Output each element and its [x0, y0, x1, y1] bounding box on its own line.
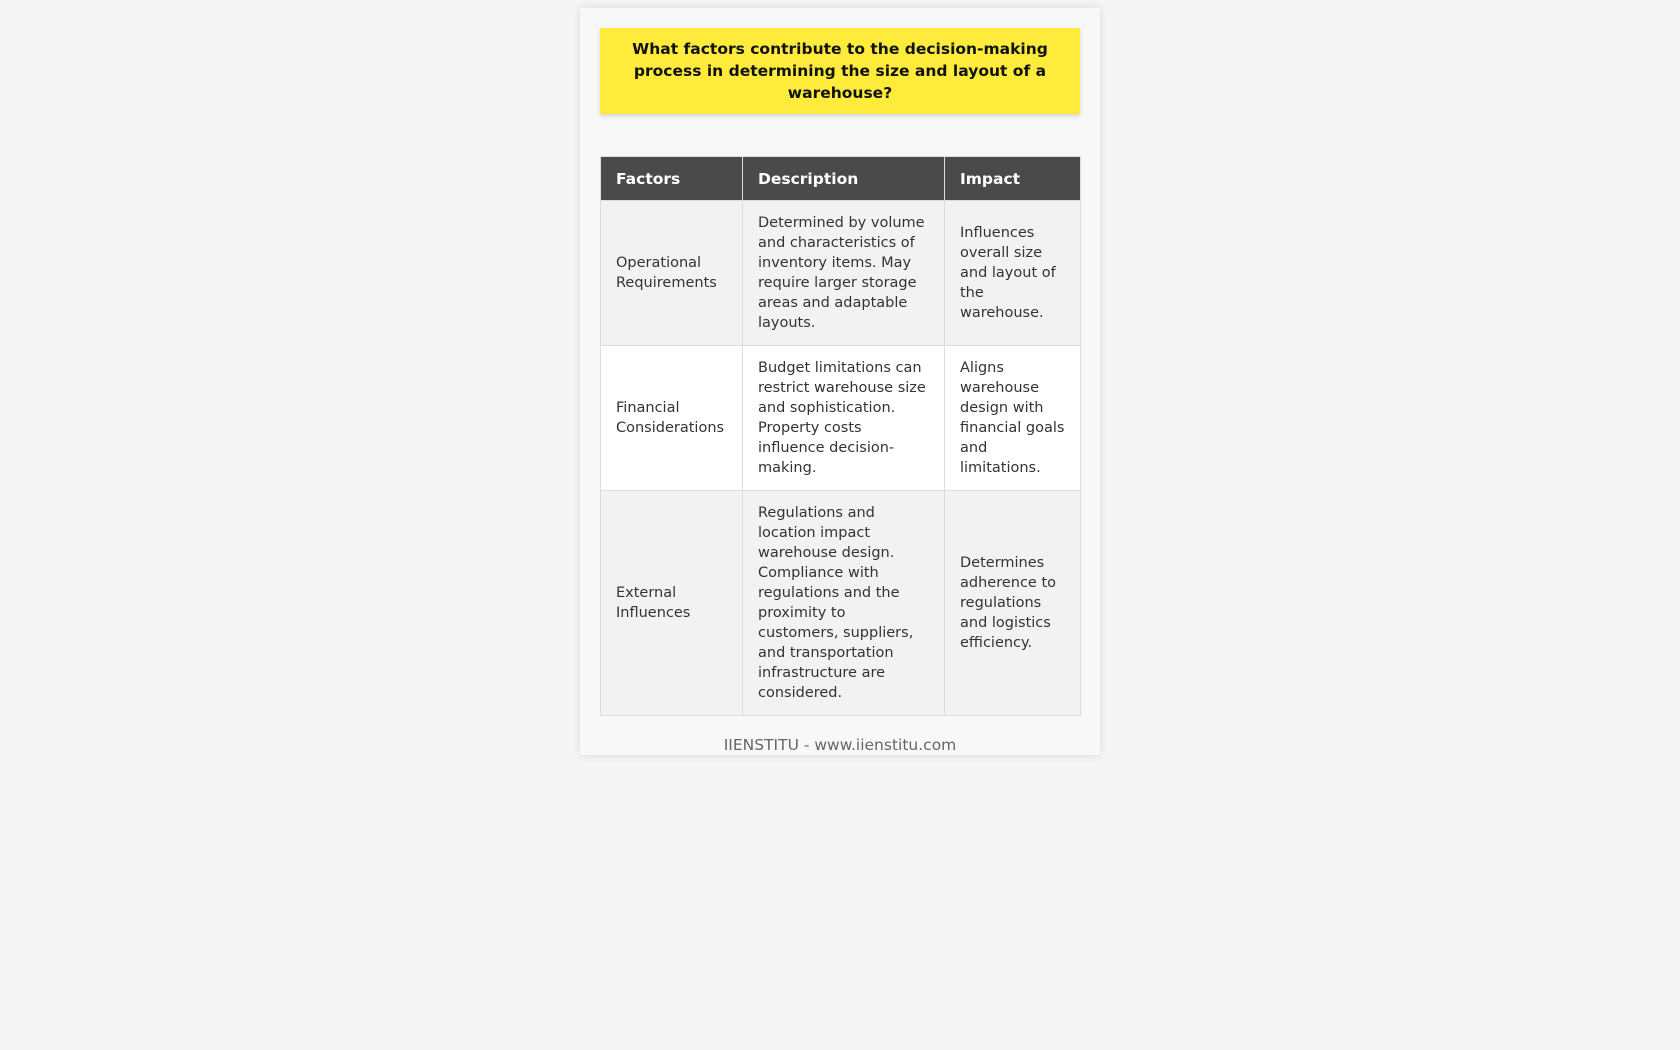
description-cell: Determined by volume and characteristics of inventory items. May require larger storage areas and adaptable layouts.: [743, 201, 945, 346]
column-header-description: Description: [743, 157, 945, 201]
factor-cell: External Influences: [601, 491, 743, 716]
impact-cell: Aligns warehouse design with financial goals and limitations.: [945, 346, 1081, 491]
factor-cell: Financial Considerations: [601, 346, 743, 491]
question-title: What factors contribute to the decision-making process in determining the size and layout of a warehouse?: [632, 40, 1048, 102]
column-header-factors: Factors: [601, 157, 743, 201]
column-header-impact: Impact: [945, 157, 1081, 201]
impact-cell: Determines adherence to regulations and logistics efficiency.: [945, 491, 1081, 716]
question-banner: [600, 28, 1080, 114]
description-cell: Budget limitations can restrict warehouse size and sophistication. Property costs influence decision-making.: [743, 346, 945, 491]
description-cell: Regulations and location impact warehouse design. Compliance with regulations and the proximity to customers, suppliers, and transportation infrastructure are considered.: [743, 491, 945, 716]
factor-cell: Operational Requirements: [601, 201, 743, 346]
table-row: [601, 346, 1081, 491]
factors-table: [600, 156, 1081, 716]
site-credit: IIENSTITU - www.iienstitu.com: [723, 736, 957, 754]
impact-cell: Influences overall size and layout of the warehouse.: [945, 201, 1081, 346]
table-header-row: [601, 157, 1081, 201]
table-row: [601, 491, 1081, 716]
table-row: [601, 201, 1081, 346]
content-card: [580, 8, 1100, 755]
